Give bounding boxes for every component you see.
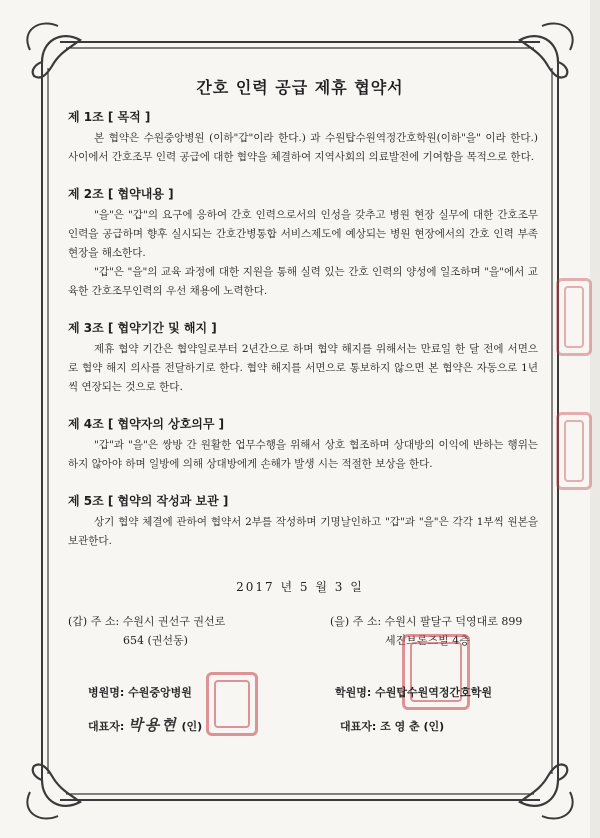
rep-label: 대표자: xyxy=(340,720,377,733)
school-name: 수원탑수원역정간호학원 xyxy=(375,686,493,699)
school-label: 학원명: xyxy=(335,686,372,699)
school-name-row xyxy=(335,684,492,700)
document-title: 간호 인력 공급 제휴 협약서 xyxy=(196,78,404,97)
article-heading: 제 5조 [ 협약의 작성과 보관 ] xyxy=(68,494,229,508)
address-line: 수원시 권선구 권선로 xyxy=(122,615,226,628)
article-paragraph: "갑"과 "을"은 쌍방 간 원활한 업무수행을 위해서 상호 협조하며 상대방의 이익에 반하는 행위는 하지 않아야 하며 일방에 의해 상대방에게 손해가 발생 시는 적절한 보상을 한다. xyxy=(68,439,538,470)
article-4 xyxy=(68,415,538,474)
article-list xyxy=(68,108,538,569)
article-paragraph: "갑"은 "을"의 교육 과정에 대한 지원을 통해 실력 있는 간호 인력의 양성에 일조하며 "을"에서 교육한 간호조무인력의 우선 채용에 노력한다. xyxy=(68,266,538,297)
article-paragraph: "을"은 "갑"의 요구에 응하여 간호 인력으로서의 인성을 갖추고 병원 현장 실무에 대한 간호조무 인력을 공급하며 향후 실시되는 간호간병통합 서비스제도에 예상되는 병원 현장에서의 간호 인력 부족 현장을 해소한다. xyxy=(68,209,538,259)
address-line: 654 (권선동) xyxy=(123,634,188,647)
article-3 xyxy=(68,319,538,397)
article-2 xyxy=(68,185,538,301)
hospital-rep-row xyxy=(88,714,202,735)
address-line: 수원시 팔달구 덕영대로 899 xyxy=(384,615,523,628)
seal-mark: (인) xyxy=(181,720,203,733)
margin-seal-stamp xyxy=(556,412,592,490)
party-gap-address xyxy=(68,612,318,650)
address-line: 세진브론즈빌 4층 xyxy=(385,634,470,647)
address-label: (갑) 주 소: xyxy=(68,615,120,628)
article-heading: 제 1조 [ 목적 ] xyxy=(68,110,151,124)
address-label: (을) 주 소: xyxy=(330,615,382,628)
article-paragraph: 제휴 협약 기간은 협약일로부터 2년간으로 하며 협약 해지를 위해서는 만료일 한 달 전에 서면으로 협약 해지 의사를 전달하기로 한다. 협약 해지를 서면으로 통보하지 않으면 본 협약은 자동으로 1년씩 연장되는 것으로 한다. xyxy=(68,343,538,393)
rep-name: 조 영 춘 xyxy=(380,720,420,733)
article-heading: 제 3조 [ 협약기간 및 해지 ] xyxy=(68,321,217,335)
rep-label: 대표자: xyxy=(88,720,125,733)
article-paragraph: 상기 협약 체결에 관하여 협약서 2부를 작성하며 기명날인하고 "갑"과 "을"은 각각 1부씩 원본을 보관한다. xyxy=(68,516,538,547)
seal-mark: (인) xyxy=(423,720,445,733)
hospital-seal-stamp xyxy=(206,672,258,736)
article-5 xyxy=(68,492,538,551)
article-paragraph: 본 협약은 수원중앙병원 (이하"갑"이라 한다.) 과 수원탑수원역정간호학원(이하"을" 이라 한다.) 사이에서 간호조무 인력 공급에 대한 협약을 체결하여 지역사회의 의료발전에 기여함을 목적으로 한다. xyxy=(68,132,538,163)
hospital-name: 수원중앙병원 xyxy=(128,686,192,699)
margin-seal-stamp xyxy=(556,278,592,356)
hospital-label: 병원명: xyxy=(88,686,125,699)
article-1 xyxy=(68,108,538,167)
hospital-name-row xyxy=(88,684,192,700)
article-heading: 제 2조 [ 협약내용 ] xyxy=(68,187,174,201)
article-heading: 제 4조 [ 협약자의 상호의무 ] xyxy=(68,417,225,431)
handwritten-signature: 박용현 xyxy=(128,716,178,734)
agreement-date: 2017 년 5 월 3 일 xyxy=(236,580,364,594)
school-rep-row xyxy=(340,718,444,734)
